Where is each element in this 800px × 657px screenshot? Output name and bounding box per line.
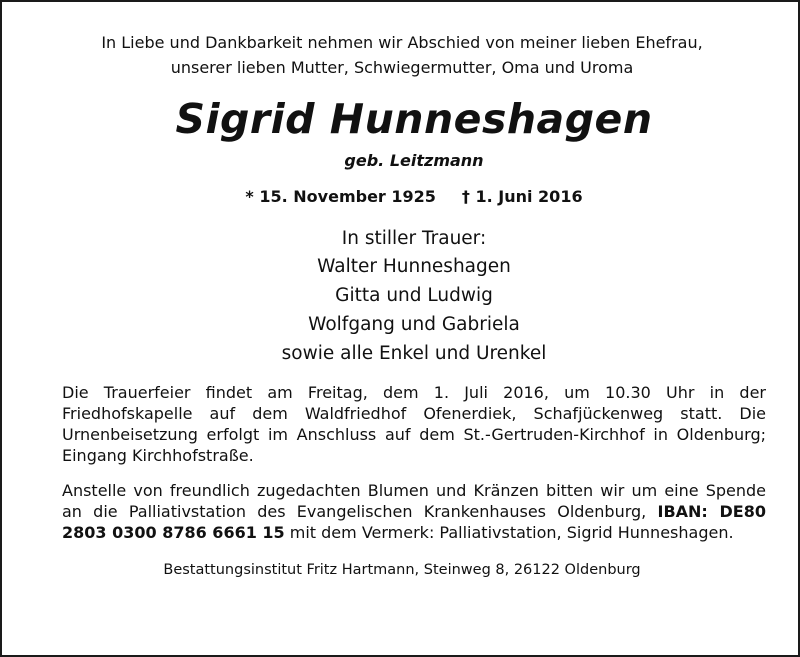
mourner-name: Gitta und Ludwig [335, 285, 493, 306]
donation-paragraph [62, 480, 766, 543]
iban: IBAN: DE80 2803 0300 8786 6661 15 [62, 502, 766, 542]
funeral-home: Bestattungsinstitut Fritz Hartmann, Steinweg 8, 26122 Oldenburg [163, 562, 641, 578]
mourner-name: Wolfgang und Gabriela [308, 314, 520, 335]
life-dates [62, 186, 766, 208]
mourner-name: sowie alle Enkel und Urenkel [281, 343, 547, 364]
mourners-list [62, 252, 766, 368]
death-date: † 1. Juni 2016 [461, 187, 583, 206]
intro-line: In Liebe und Dankbarkeit nehmen wir Abschied von meiner lieben Ehefrau, [101, 33, 703, 52]
intro-line: unserer lieben Mutter, Schwiegermutter, Oma und Uroma [170, 58, 634, 77]
mourners-label: In stiller Trauer: [341, 228, 487, 249]
mourner-name: Walter Hunneshagen [317, 256, 511, 277]
donation-text: Anstelle von freundlich zugedachten Blumen und Kränzen bitten wir um eine Spende an die Palliativstation des Evangelischen Krankenhauses Oldenburg, [62, 481, 766, 521]
donation-text-end: mit dem Vermerk: Palliativstation, Sigrid Hunneshagen. [284, 523, 734, 542]
ceremony-paragraph: Die Trauerfeier findet am Freitag, dem 1. Juli 2016, um 10.30 Uhr in der Friedhofskapelle auf dem Waldfriedhof Ofenerdiek, Schafjückenweg statt. Die Urnenbeisetzung erfolgt im Anschluss auf dem St.-Gertruden-Kirchhof in Oldenburg; Eingang Kirchhofstraße. [62, 383, 766, 465]
deceased-name: Sigrid Hunneshagen [175, 95, 653, 143]
birth-date: * 15. November 1925 [245, 187, 436, 206]
maiden-name: geb. Leitzmann [344, 151, 484, 170]
intro-text [38, 30, 766, 80]
